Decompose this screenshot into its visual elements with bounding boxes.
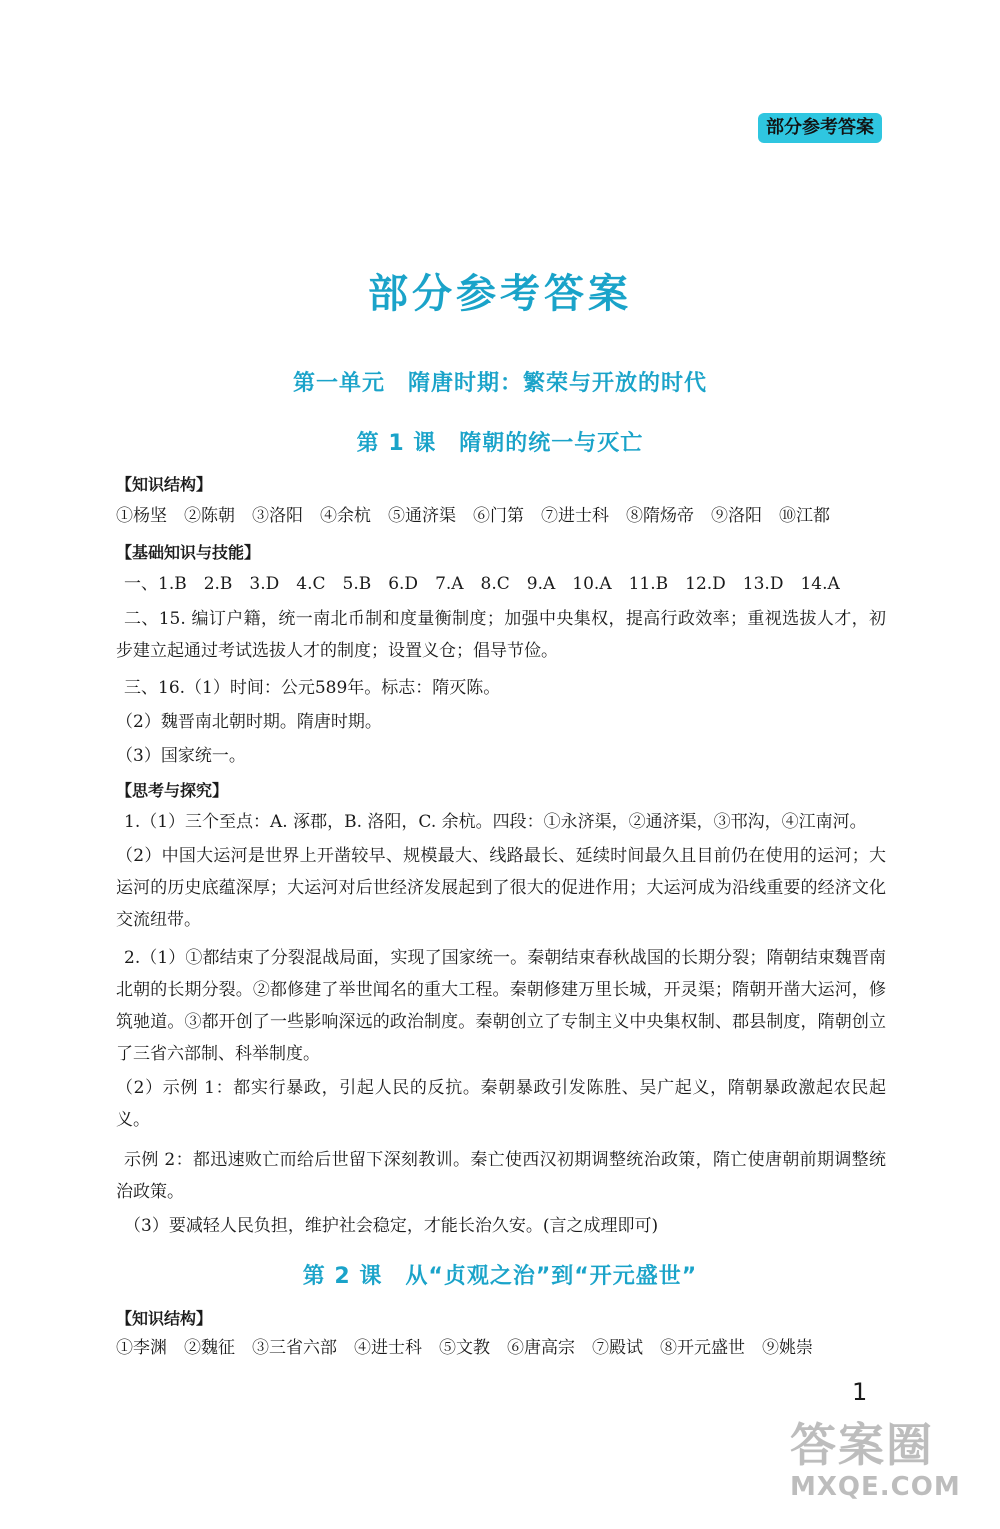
- think-answer-line: （3）要减轻人民负担，维护社会稳定，才能长治久安。(言之成理即可): [124, 1216, 659, 1236]
- header-tag: 部分参考答案: [758, 113, 882, 143]
- section-heading-basic: 【基础知识与技能】: [116, 543, 261, 562]
- section-heading-knowledge: 【知识结构】: [116, 1309, 213, 1328]
- lesson-1-title: 第 1 课 隋朝的统一与灭亡: [356, 431, 644, 456]
- page-number: 1: [852, 1378, 868, 1406]
- basic-answer-line: 一、1.B 2.B 3.D 4.C 5.B 6.D 7.A 8.C 9.A 10.A 11.B 12.D 13.D 14.A: [124, 574, 840, 594]
- lesson-2-title: 第 2 课 从“贞观之治”到“开元盛世”: [302, 1264, 698, 1289]
- watermark-url: MXQE.COM: [790, 1472, 961, 1502]
- think-answer-para: 示例 2：都迅速败亡而给后世留下深刻教训。秦亡使西汉初期调整统治政策，隋亡使唐朝前期调整统治政策。: [116, 1150, 886, 1202]
- watermark-logo: 答案圈: [790, 1418, 934, 1472]
- basic-answer-para: 二、15. 编订户籍，统一南北币制和度量衡制度；加强中央集权，提高行政效率；重视选拔人才，初步建立起通过考试选拔人才的制度；设置义仓；倡导节俭。: [116, 609, 887, 661]
- basic-answer-line: 三、16.（1）时间：公元589年。标志：隋灭陈。: [124, 678, 501, 698]
- think-answer-para: 2.（1）①都结束了分裂混战局面，实现了国家统一。秦朝结束春秋战国的长期分裂；隋朝结束魏晋南北朝的长期分裂。②都修建了举世闻名的重大工程。秦朝修建万里长城，开灵渠；隋朝开凿大运河，修筑驰道。③都开创了一些影响深远的政治制度。秦朝创立了专制主义中央集权制、郡县制度，隋朝创立了三省六部制、科举制度。: [116, 948, 886, 1064]
- watermark: [790, 1418, 990, 1502]
- think-answer-para: （2）示例 1：都实行暴政，引起人民的反抗。秦朝暴政引发陈胜、吴广起义，隋朝暴政激起农民起义。: [116, 1078, 886, 1130]
- knowledge-answers: ①李渊 ②魏征 ③三省六部 ④进士科 ⑤文教 ⑥唐高宗 ⑦殿试 ⑧开元盛世 ⑨姚崇: [116, 1338, 813, 1358]
- unit-title: 第一单元 隋唐时期：繁荣与开放的时代: [292, 371, 707, 396]
- page-title: 部分参考答案: [368, 271, 632, 317]
- basic-answer-line: （2）魏晋南北朝时期。隋唐时期。: [116, 712, 382, 732]
- think-answer-para: （2）中国大运河是世界上开凿较早、规模最大、线路最长、延续时间最久且目前仍在使用的运河；大运河的历史底蕴深厚；大运河对后世经济发展起到了很大的促进作用；大运河成为沿线重要的经济文化交流纽带。: [116, 846, 886, 930]
- section-heading-think: 【思考与探究】: [116, 781, 229, 800]
- think-answer-line: 1.（1）三个至点：A. 涿郡，B. 洛阳，C. 余杭。四段：①永济渠，②通济渠，③邗沟，④江南河。: [124, 812, 867, 832]
- section-heading-knowledge: 【知识结构】: [116, 475, 213, 494]
- basic-answer-line: （3）国家统一。: [116, 746, 246, 766]
- knowledge-answers: ①杨坚 ②陈朝 ③洛阳 ④余杭 ⑤通济渠 ⑥门第 ⑦进士科 ⑧隋炀帝 ⑨洛阳 ⑩江都: [116, 506, 830, 526]
